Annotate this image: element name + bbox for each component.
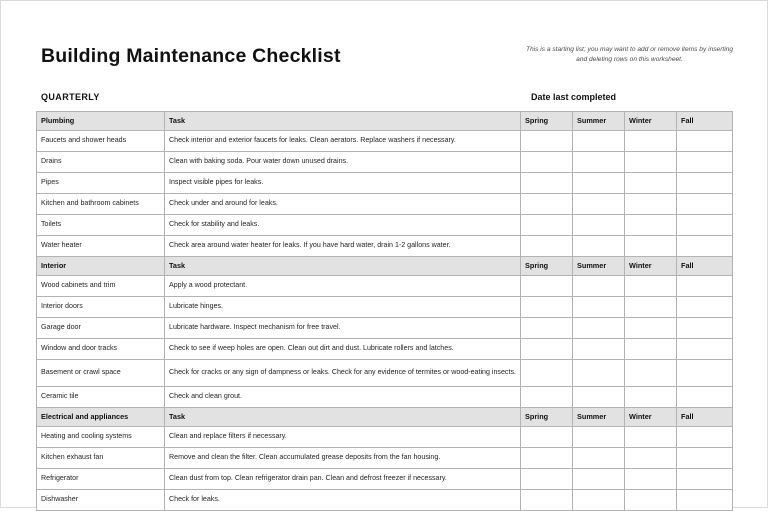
checkbox-cell-spring[interactable] — [521, 339, 573, 360]
checkbox-cell-fall[interactable] — [677, 339, 733, 360]
checkbox-cell-fall[interactable] — [677, 318, 733, 339]
page-title: Building Maintenance Checklist — [41, 45, 341, 67]
item-task: Check area around water heater for leaks. If you have hard water, drain 1-2 gallons water. — [165, 236, 521, 257]
item-task: Clean dust from top. Clean refrigerator drain pan. Clean and defrost freezer if necessary. — [165, 469, 521, 490]
checkbox-cell-summer[interactable] — [573, 469, 625, 490]
checkbox-cell-fall[interactable] — [677, 194, 733, 215]
checkbox-cell-spring[interactable] — [521, 215, 573, 236]
checkbox-cell-spring[interactable] — [521, 469, 573, 490]
column-header-task: Task — [165, 112, 521, 131]
checkbox-cell-fall[interactable] — [677, 236, 733, 257]
item-name: Refrigerator — [37, 469, 165, 490]
checkbox-cell-spring[interactable] — [521, 173, 573, 194]
checkbox-cell-summer[interactable] — [573, 215, 625, 236]
checkbox-cell-winter[interactable] — [625, 236, 677, 257]
checkbox-cell-winter[interactable] — [625, 339, 677, 360]
checkbox-cell-summer[interactable] — [573, 318, 625, 339]
checkbox-cell-winter[interactable] — [625, 387, 677, 408]
column-header-fall: Fall — [677, 112, 733, 131]
table-row — [37, 427, 733, 448]
column-header-spring: Spring — [521, 408, 573, 427]
checkbox-cell-winter[interactable] — [625, 194, 677, 215]
checkbox-cell-spring[interactable] — [521, 427, 573, 448]
checkbox-cell-summer[interactable] — [573, 131, 625, 152]
checkbox-cell-spring[interactable] — [521, 360, 573, 387]
checkbox-cell-winter[interactable] — [625, 469, 677, 490]
checkbox-cell-summer[interactable] — [573, 339, 625, 360]
item-task: Check and clean grout. — [165, 387, 521, 408]
checkbox-cell-winter[interactable] — [625, 297, 677, 318]
item-name: Heating and cooling systems — [37, 427, 165, 448]
item-name: Kitchen and bathroom cabinets — [37, 194, 165, 215]
item-task: Lubricate hardware. Inspect mechanism for free travel. — [165, 318, 521, 339]
checkbox-cell-spring[interactable] — [521, 194, 573, 215]
date-last-completed-label: Date last completed — [531, 92, 617, 102]
checkbox-cell-fall[interactable] — [677, 469, 733, 490]
table-row — [37, 215, 733, 236]
checkbox-cell-summer[interactable] — [573, 236, 625, 257]
item-name: Interior doors — [37, 297, 165, 318]
checkbox-cell-fall[interactable] — [677, 448, 733, 469]
item-task: Check under and around for leaks. — [165, 194, 521, 215]
checkbox-cell-fall[interactable] — [677, 173, 733, 194]
checkbox-cell-summer[interactable] — [573, 360, 625, 387]
item-task: Clean and replace filters if necessary. — [165, 427, 521, 448]
table-row — [37, 469, 733, 490]
checkbox-cell-fall[interactable] — [677, 215, 733, 236]
checkbox-cell-summer[interactable] — [573, 173, 625, 194]
checkbox-cell-summer[interactable] — [573, 194, 625, 215]
table-row — [37, 173, 733, 194]
checkbox-cell-fall[interactable] — [677, 360, 733, 387]
checkbox-cell-winter[interactable] — [625, 360, 677, 387]
column-header-summer: Summer — [573, 112, 625, 131]
column-header-fall: Fall — [677, 257, 733, 276]
column-header-winter: Winter — [625, 408, 677, 427]
checkbox-cell-summer[interactable] — [573, 297, 625, 318]
table-row — [37, 236, 733, 257]
checkbox-cell-spring[interactable] — [521, 297, 573, 318]
table-row — [37, 448, 733, 469]
checkbox-cell-fall[interactable] — [677, 387, 733, 408]
checklist-table — [36, 111, 733, 511]
table-row — [37, 490, 733, 511]
item-task: Inspect visible pipes for leaks. — [165, 173, 521, 194]
checkbox-cell-spring[interactable] — [521, 236, 573, 257]
item-task: Check for leaks. — [165, 490, 521, 511]
checkbox-cell-winter[interactable] — [625, 173, 677, 194]
section-name: Electrical and appliances — [37, 408, 165, 427]
checkbox-cell-spring[interactable] — [521, 152, 573, 173]
item-name: Water heater — [37, 236, 165, 257]
checkbox-cell-fall[interactable] — [677, 490, 733, 511]
subheader — [41, 92, 737, 102]
item-name: Dishwasher — [37, 490, 165, 511]
checkbox-cell-winter[interactable] — [625, 490, 677, 511]
checkbox-cell-winter[interactable] — [625, 131, 677, 152]
section-name: Interior — [37, 257, 165, 276]
item-task: Check to see if weep holes are open. Clean out dirt and dust. Lubricate rollers and latches. — [165, 339, 521, 360]
checkbox-cell-summer[interactable] — [573, 152, 625, 173]
column-header-winter: Winter — [625, 112, 677, 131]
checkbox-cell-summer[interactable] — [573, 490, 625, 511]
checkbox-cell-winter[interactable] — [625, 318, 677, 339]
section-name: Plumbing — [37, 112, 165, 131]
column-header-winter: Winter — [625, 257, 677, 276]
table-row — [37, 152, 733, 173]
checkbox-cell-summer[interactable] — [573, 276, 625, 297]
checkbox-cell-spring[interactable] — [521, 387, 573, 408]
checkbox-cell-winter[interactable] — [625, 276, 677, 297]
checkbox-cell-spring[interactable] — [521, 276, 573, 297]
column-header-summer: Summer — [573, 408, 625, 427]
item-name: Faucets and shower heads — [37, 131, 165, 152]
table-row — [37, 339, 733, 360]
checkbox-cell-winter[interactable] — [625, 427, 677, 448]
checkbox-cell-spring[interactable] — [521, 490, 573, 511]
column-header-fall: Fall — [677, 408, 733, 427]
checkbox-cell-fall[interactable] — [677, 427, 733, 448]
item-name: Window and door tracks — [37, 339, 165, 360]
item-name: Garage door — [37, 318, 165, 339]
checkbox-cell-summer[interactable] — [573, 427, 625, 448]
section-header-row — [37, 112, 733, 131]
checkbox-cell-fall[interactable] — [677, 297, 733, 318]
table-row — [37, 131, 733, 152]
column-header-summer: Summer — [573, 257, 625, 276]
column-header-spring: Spring — [521, 257, 573, 276]
checkbox-cell-summer[interactable] — [573, 387, 625, 408]
item-task: Check for cracks or any sign of dampness or leaks. Check for any evidence of termites or wood-eating insects. — [165, 360, 521, 387]
frequency-label: QUARTERLY — [41, 92, 100, 102]
table-row — [37, 318, 733, 339]
section-header-row — [37, 408, 733, 427]
column-header-task: Task — [165, 257, 521, 276]
checkbox-cell-spring[interactable] — [521, 448, 573, 469]
column-header-spring: Spring — [521, 112, 573, 131]
worksheet-note: This is a starting list; you may want to add or remove items by inserting and deleting rows on this worksheet. — [525, 46, 734, 63]
item-task: Check for stability and leaks. — [165, 215, 521, 236]
item-name: Wood cabinets and trim — [37, 276, 165, 297]
item-task: Remove and clean the filter. Clean accumulated grease deposits from the fan housing. — [165, 448, 521, 469]
item-name: Basement or crawl space — [37, 360, 165, 387]
checkbox-cell-winter[interactable] — [625, 215, 677, 236]
table-row — [37, 360, 733, 387]
checkbox-cell-winter[interactable] — [625, 152, 677, 173]
table-row — [37, 297, 733, 318]
item-name: Drains — [37, 152, 165, 173]
checklist-body — [37, 112, 733, 511]
item-task: Clean with baking soda. Pour water down unused drains. — [165, 152, 521, 173]
table-row — [37, 276, 733, 297]
document-header — [31, 23, 737, 68]
checkbox-cell-spring[interactable] — [521, 131, 573, 152]
checkbox-cell-fall[interactable] — [677, 131, 733, 152]
item-name: Toilets — [37, 215, 165, 236]
column-header-task: Task — [165, 408, 521, 427]
item-task: Apply a wood protectant. — [165, 276, 521, 297]
item-name: Ceramic tile — [37, 387, 165, 408]
worksheet — [31, 23, 737, 511]
checkbox-cell-fall[interactable] — [677, 276, 733, 297]
item-task: Check interior and exterior faucets for leaks. Clean aerators. Replace washers if necessary. — [165, 131, 521, 152]
checkbox-cell-winter[interactable] — [625, 448, 677, 469]
table-row — [37, 194, 733, 215]
item-name: Pipes — [37, 173, 165, 194]
table-row — [37, 387, 733, 408]
item-name: Kitchen exhaust fan — [37, 448, 165, 469]
checkbox-cell-fall[interactable] — [677, 152, 733, 173]
item-task: Lubricate hinges. — [165, 297, 521, 318]
checkbox-cell-summer[interactable] — [573, 448, 625, 469]
checkbox-cell-spring[interactable] — [521, 318, 573, 339]
section-header-row — [37, 257, 733, 276]
